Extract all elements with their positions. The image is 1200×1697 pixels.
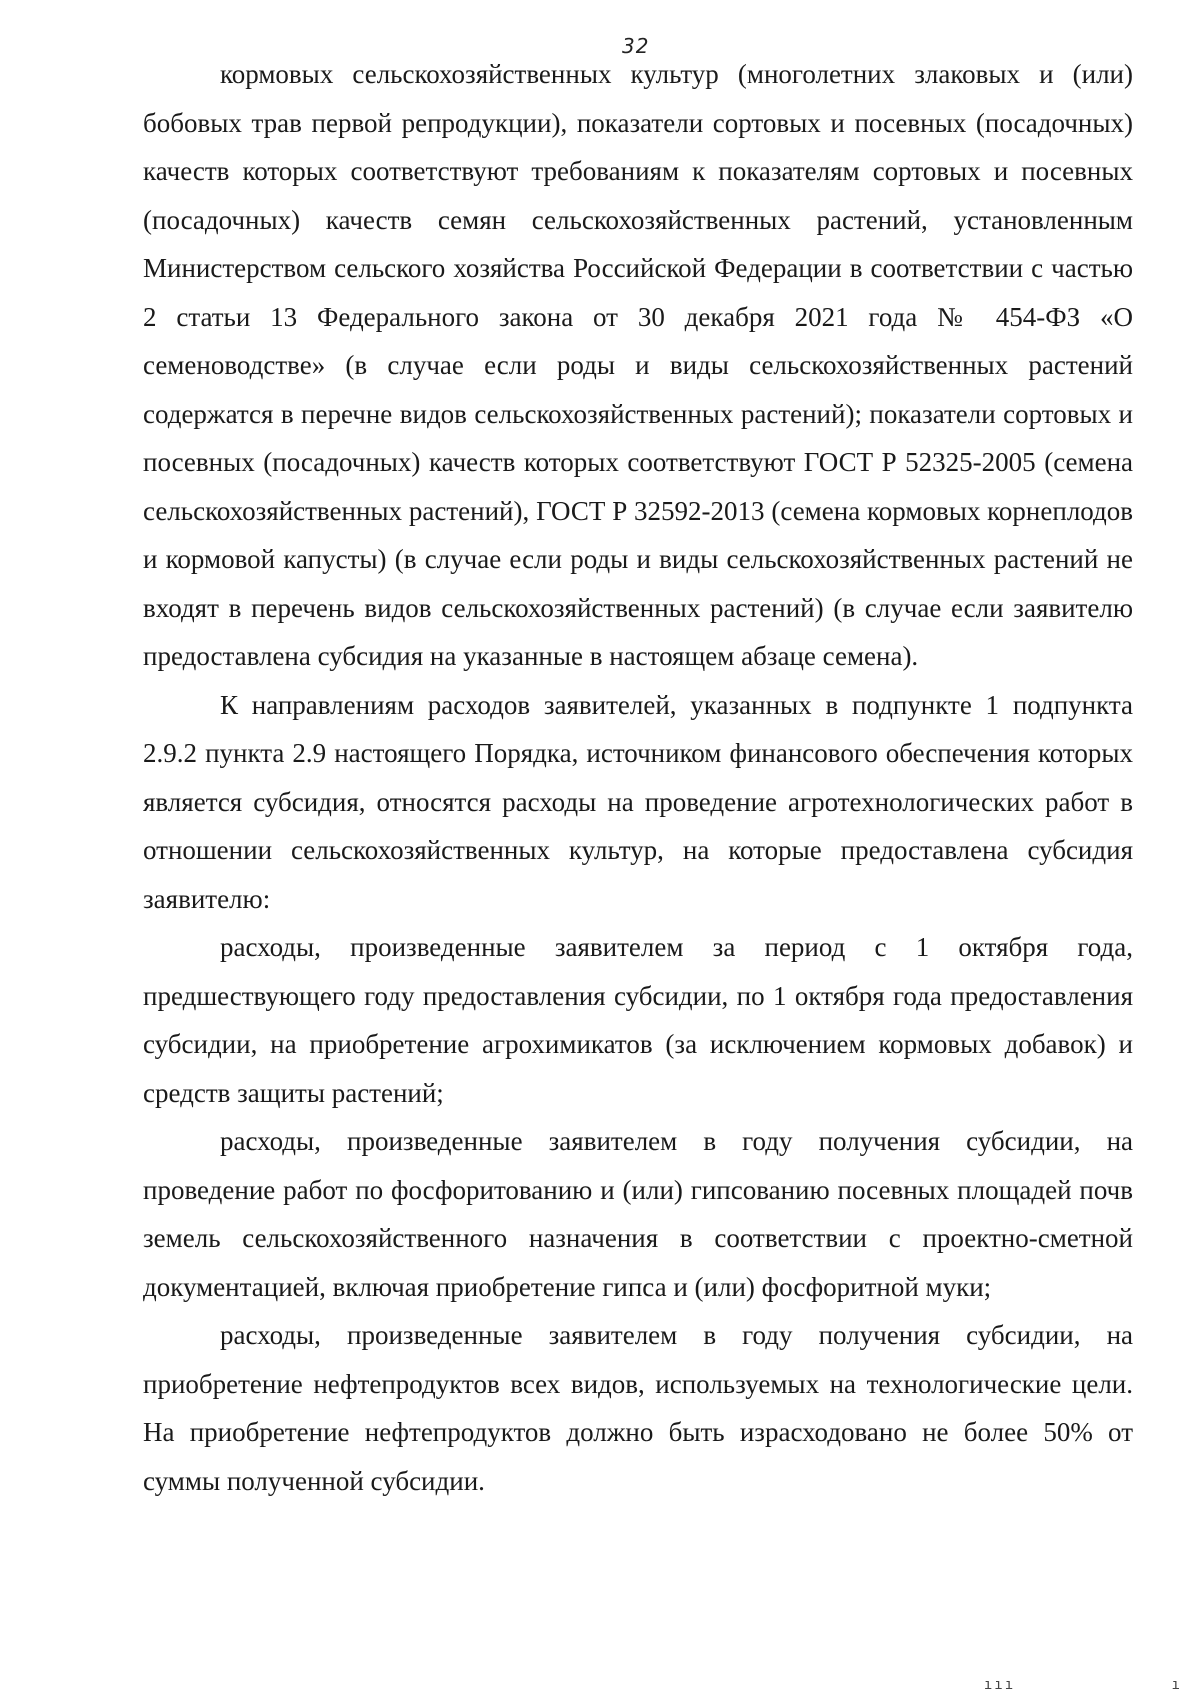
paragraph-agrochemicals: расходы, произведенные заявителем за период с 1 октября года, предшествующего году предоставления субсидии, по 1 октября года предоставления субсидии, на приобретение агрохимикатов (за исключением кормовых добавок) и средств защиты растений; (143, 932, 1133, 1108)
scan-edge-marks: ııı ı (983, 1677, 1182, 1693)
paragraph-expense-directions: К направлениям расходов заявителей, указанных в подпункте 1 подпункта 2.9.2 пункта 2.9 настоящего Порядка, источником финансового обеспечения которых является субсидия, относятся расходы на проведение агротехнологических работ в отношении сельскохозяйственных культур, на которые предоставлена субсидия заявителю: (143, 689, 1133, 914)
paragraph-petroleum: расходы, произведенные заявителем в году получения субсидии, на приобретение нефтепродуктов всех видов, используемых на технологические цели. На приобретение нефтепродуктов должно быть израсходовано не более 50% от суммы полученной субсидии. (143, 1320, 1133, 1496)
page-number: 32 (622, 34, 650, 58)
paragraph-continuation: кормовых сельскохозяйственных культур (многолетних злаковых и (или) бобовых трав первой репродукции), показатели сортовых и посевных (посадочных) качеств которых соответствуют требованиям к показателям сортовых и посевных (посадочных) качеств семян сельскохозяйственных растений, установленным Министерством сельского хозяйства Российской Федерации в соответствии с частью 2 статьи 13 Федерального закона от 30 декабря 2021 года № 454-ФЗ «О семеноводстве» (в случае если роды и виды сельскохозяйственных растений содержатся в перечне видов сельскохозяйственных растений); показатели сортовых и посевных (посадочных) качеств которых соответствуют ГОСТ Р 52325-2005 (семена сельскохозяйственных растений), ГОСТ Р 32592-2013 (семена кормовых корнеплодов и кормовой капусты) (в случае если роды и виды сельскохозяйственных растений не входят в перечень видов сельскохозяйственных растений) (в случае если заявителю предоставлена субсидия на указанные в настоящем абзаце семена). (143, 59, 1133, 671)
paragraph-phosphoritization: расходы, произведенные заявителем в году получения субсидии, на проведение работ по фосфоритованию и (или) гипсованию посевных площадей почв земель сельскохозяйственного назначения в соответствии с проектно-сметной документацией, включая приобретение гипса и (или) фосфоритной муки; (143, 1126, 1133, 1302)
document-body (143, 50, 1133, 1505)
